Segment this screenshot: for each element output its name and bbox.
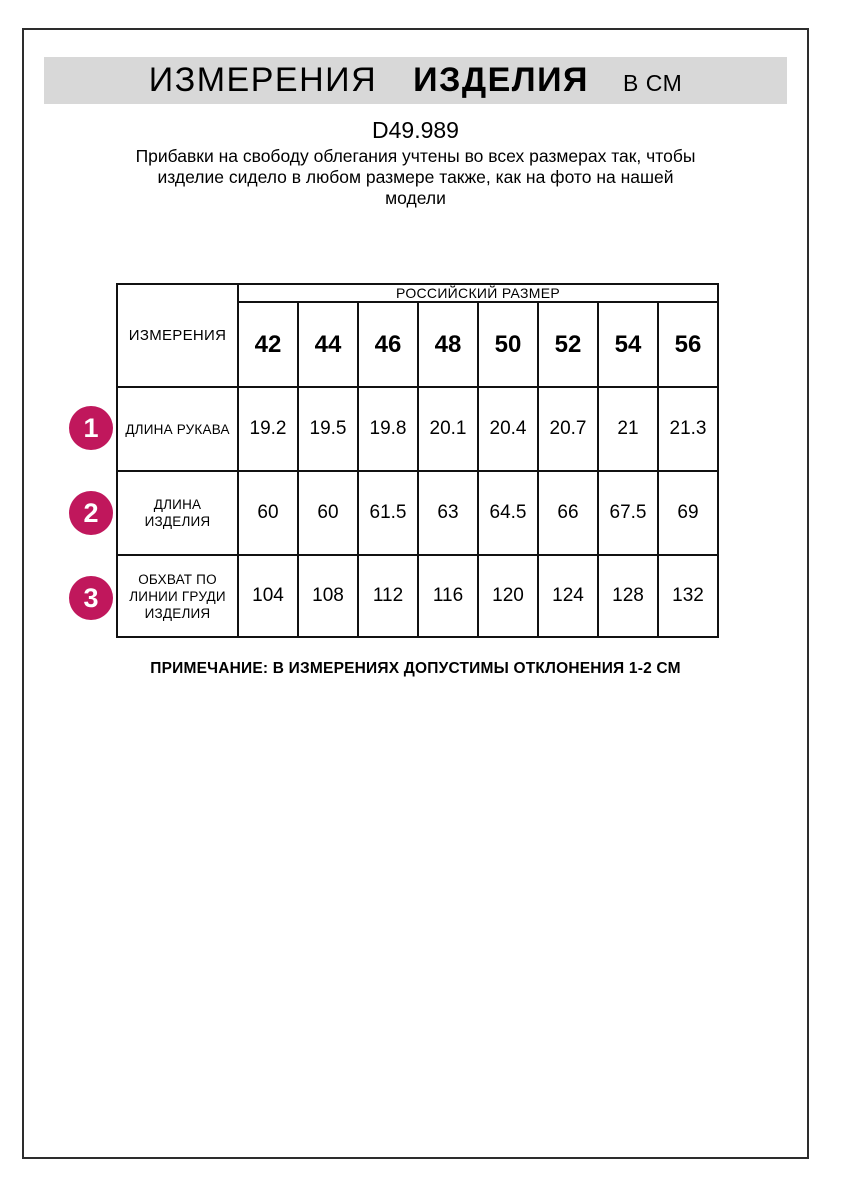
value-cell: 124 bbox=[538, 555, 598, 637]
value-cell: 19.2 bbox=[238, 387, 298, 471]
product-code: D49.989 bbox=[372, 117, 459, 143]
value-cell: 19.8 bbox=[358, 387, 418, 471]
row-marker-badge-3: 3 bbox=[69, 576, 113, 620]
group-header-cell: РОССИЙСКИЙ РАЗМЕР bbox=[238, 284, 718, 302]
value-cell: 104 bbox=[238, 555, 298, 637]
value-cell: 112 bbox=[358, 555, 418, 637]
value-cell: 63 bbox=[418, 471, 478, 555]
value-cell: 60 bbox=[238, 471, 298, 555]
size-header-cell: 46 bbox=[358, 302, 418, 387]
value-cell: 64.5 bbox=[478, 471, 538, 555]
row-label-cell: ДЛИНА ИЗДЕЛИЯ bbox=[117, 471, 238, 555]
value-cell: 21.3 bbox=[658, 387, 718, 471]
description-line: модели bbox=[385, 188, 446, 208]
row-marker-badge-2: 2 bbox=[69, 491, 113, 535]
size-header-cell: 52 bbox=[538, 302, 598, 387]
table-row-item-length bbox=[117, 471, 718, 555]
size-header-cell: 54 bbox=[598, 302, 658, 387]
value-cell: 20.1 bbox=[418, 387, 478, 471]
value-cell: 69 bbox=[658, 471, 718, 555]
value-cell: 61.5 bbox=[358, 471, 418, 555]
product-description bbox=[22, 146, 809, 209]
size-header-cell: 42 bbox=[238, 302, 298, 387]
title-secondary: ИЗДЕЛИЯ bbox=[413, 61, 589, 99]
size-header-cell: 50 bbox=[478, 302, 538, 387]
size-table bbox=[116, 283, 719, 638]
size-header-cell: 44 bbox=[298, 302, 358, 387]
row-label-cell: ОБХВАТ ПО ЛИНИИ ГРУДИ ИЗДЕЛИЯ bbox=[117, 555, 238, 637]
value-cell: 116 bbox=[418, 555, 478, 637]
title-main: ИЗМЕРЕНИЯ bbox=[148, 61, 378, 99]
size-header-cell: 48 bbox=[418, 302, 478, 387]
tolerance-note: ПРИМЕЧАНИЕ: В ИЗМЕРЕНИЯХ ДОПУСТИМЫ ОТКЛОНЕНИЯ 1-2 СМ bbox=[150, 660, 681, 677]
corner-header-cell: ИЗМЕРЕНИЯ bbox=[117, 284, 238, 387]
title-bar bbox=[44, 57, 787, 104]
table-group-header-row bbox=[117, 284, 718, 302]
row-label-cell: ДЛИНА РУКАВА bbox=[117, 387, 238, 471]
row-marker-badge-1: 1 bbox=[69, 406, 113, 450]
value-cell: 60 bbox=[298, 471, 358, 555]
table-row-sleeve-length bbox=[117, 387, 718, 471]
description-line: Прибавки на свободу облегания учтены во всех размерах так, чтобы bbox=[135, 146, 696, 166]
size-header-cell: 56 bbox=[658, 302, 718, 387]
value-cell: 20.4 bbox=[478, 387, 538, 471]
value-cell: 66 bbox=[538, 471, 598, 555]
value-cell: 67.5 bbox=[598, 471, 658, 555]
value-cell: 120 bbox=[478, 555, 538, 637]
description-line: изделие сидело в любом размере также, как на фото на нашей bbox=[157, 167, 674, 187]
title-unit: В СМ bbox=[623, 70, 683, 96]
value-cell: 19.5 bbox=[298, 387, 358, 471]
value-cell: 128 bbox=[598, 555, 658, 637]
value-cell: 108 bbox=[298, 555, 358, 637]
value-cell: 20.7 bbox=[538, 387, 598, 471]
table-row-chest-girth bbox=[117, 555, 718, 637]
value-cell: 132 bbox=[658, 555, 718, 637]
value-cell: 21 bbox=[598, 387, 658, 471]
